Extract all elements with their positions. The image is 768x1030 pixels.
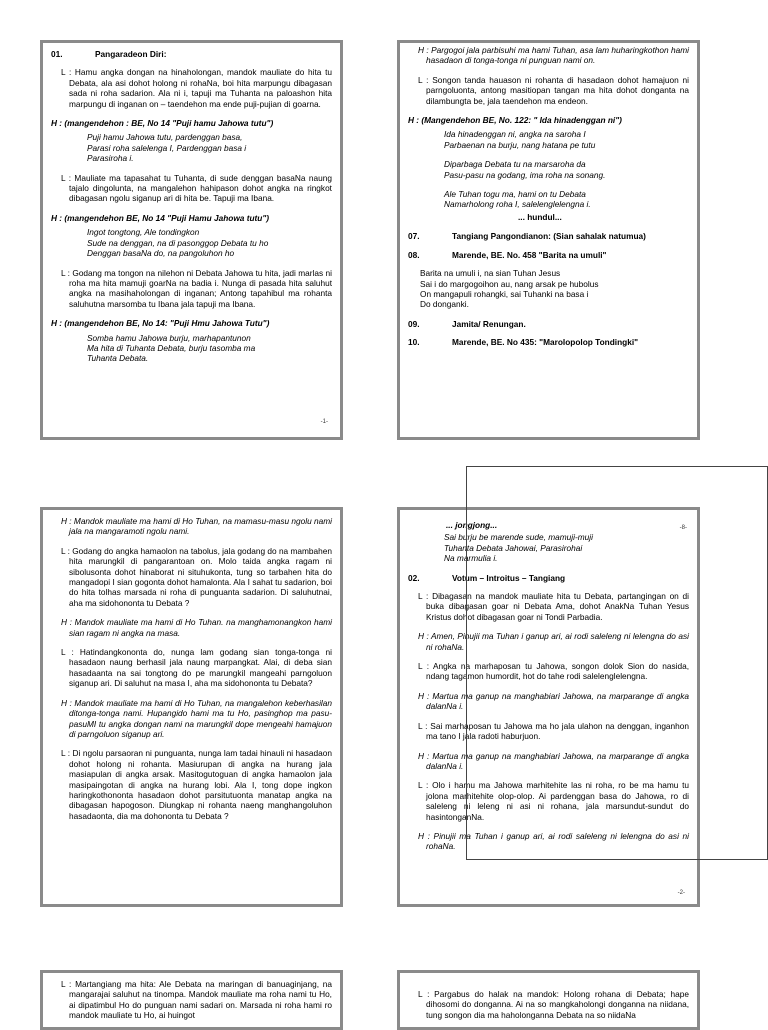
item-number: 02. bbox=[408, 572, 420, 583]
item-title: Marende, BE. No. 458 "Barita na umuli" bbox=[452, 249, 607, 260]
hymn-verse bbox=[408, 159, 689, 180]
hymn-verse bbox=[51, 227, 332, 258]
leader-paragraph: L : Songon tanda hauason ni rohanta di hasadaon dohot hamajuon ni parngoluonta, antong masitiopan tangan ma hita dohot donganta na dilambungta be, jala taendehon ma endeon. bbox=[418, 74, 689, 106]
page-number: -2- bbox=[677, 889, 685, 896]
item-title: Marende, BE. No 435: "Marolopolop Tondingki" bbox=[452, 337, 639, 348]
item-number: 07. bbox=[408, 231, 420, 242]
congregation-paragraph: H : Mandok mauliate ma hami di Ho Tuhan, na mangalehon keberhasilan ditonga-tonga nami. Hupangido hami ma tu Ho, pasinghop ma pasu-pasuMI tu angka dongan nami na marungkil dope mengeahi hamajuon di parngoluon siganup ari. bbox=[61, 697, 332, 739]
page-number: -8- bbox=[679, 525, 687, 531]
section-number: 01. bbox=[51, 49, 63, 59]
overlay-page-outline bbox=[466, 466, 768, 860]
hymn-verse bbox=[51, 132, 332, 163]
verse-line: Do donganki. bbox=[420, 299, 469, 310]
verse-line: Ingot tongtong, Ale tondingkon bbox=[87, 227, 200, 238]
verse-line: Na marmulia i. bbox=[444, 553, 498, 564]
leader-paragraph: L : Hatindangkononta do, nunga lam godang sian tonga-tonga ni hasadaon naung berhasil jala naung marpangkat. Alai, di deba sian hasadaanta na sai tongtong do pe marungkil mangeahi parngoluon siganup ari. Di saluhut na masa I, aha ma sidohononta tu Debata? bbox=[61, 647, 332, 689]
congregation-paragraph: H : Pinujii ma Tuhan i ganup ari, ai rodi saleleng ni lelengna do asi ni rohaNa. bbox=[418, 830, 689, 852]
congregation-paragraph: H : Martua ma ganup na manghabiari Jahowa, na marparange di angka dalanNa i. bbox=[418, 690, 689, 712]
verse-line: Sai i do margogoihon au, nang arsak pe hubolus bbox=[420, 278, 599, 289]
leader-paragraph: L : Hamu angka dongan na hinaholongan, mandok mauliate do hita tu Debata, ala asi dohot holong ni rohaNa, boi hita marpungu dibagasan sada ni roha sadarion. Ala ni i, tapuji ma Tuhanta na paloashon hita marpungu di inganan on – taendehon ma ende puji-pujian di goarna. bbox=[61, 67, 332, 109]
hymn-verse bbox=[408, 189, 689, 210]
section-heading bbox=[51, 49, 332, 59]
verse-line: Barita na umuli i, na sian Tuhan Jesus bbox=[420, 268, 561, 279]
verse-line: Sude na denggan, na di pasonggop Debata tu ho bbox=[87, 237, 269, 248]
liturgy-item bbox=[408, 337, 689, 347]
liturgy-item bbox=[408, 250, 689, 260]
page-panel-5 bbox=[40, 970, 343, 1030]
item-title: Tangiang Pangondianon: (Sian sahalak natumua) bbox=[452, 231, 646, 242]
item-title: Jamita/ Renungan. bbox=[452, 318, 526, 329]
verse-line: Denggan basaNa do, na pangoluhon ho bbox=[87, 248, 235, 259]
liturgy-item bbox=[408, 319, 689, 329]
item-number: 10. bbox=[408, 337, 420, 348]
page-panel-6 bbox=[397, 970, 700, 1030]
verse-line: Parbaenan na burju, nang hatana pe tutu bbox=[444, 139, 596, 150]
item-number: 09. bbox=[408, 318, 420, 329]
rubric-hundul: ... hundul... bbox=[518, 211, 562, 222]
leader-paragraph: L : Godang do angka hamaolon na tabolus, jala godang do na mambahen hita marungkil di pangarantoan on. Molo taida angka ragam ni sibolusonta dohot hinaborat ni situhukonta, tung so tarbahen hita do mangadopi I sian gogonta dohot hamalonta. Ala I sahat tu sadarion, boi do hita tolhas marsada ni roha di punguanta sadarion. Di saluhutnai, aha ma sidohononta tu Debata ? bbox=[61, 545, 332, 608]
leader-paragraph: L : Sai marhaposan tu Jahowa ma ho jala ulahon na denggan, inganhon ma tano I jala radoti haburjuon. bbox=[418, 720, 689, 742]
hymn-verse bbox=[51, 333, 332, 364]
verse-line: Sai burju be marende sude, mamuji-muji bbox=[444, 532, 593, 543]
verse-line: Tuhanta Debata Jahowai, Parasirohai bbox=[444, 542, 583, 553]
page-panel-2 bbox=[397, 40, 700, 440]
congregation-paragraph: H : Pargogoi jala parbisuhi ma hami Tuhan, asa lam huharingkothon hami hasadaon di tonga-tonga ni punguan nami on. bbox=[418, 45, 689, 66]
liturgy-item bbox=[408, 231, 689, 241]
item-number: 08. bbox=[408, 249, 420, 260]
hymn-verse bbox=[408, 129, 689, 150]
verse-line: Pasu-pasu na godang, ima roha na sonang. bbox=[444, 169, 606, 180]
leader-paragraph: L : Olo i hamu ma Jahowa marhitehite las ni roha, ro be ma hamu tu jolona marhitehite olop-olop. Ai pardenggan basa do Jahowa, ro di saleleng ni leleng ni asi ni rohana, jala marsundut-sundut do hasintonganNa. bbox=[418, 780, 689, 822]
verse-line: Ida hinadenggan ni, angka na saroha I bbox=[444, 129, 586, 140]
verse-line: Parasi roha salelenga I, Pardenggan basa i bbox=[87, 142, 247, 153]
leader-paragraph: L : Martangiang ma hita: Ale Debata na maringan di banuaginjang, na mangarajai saluhut na tinompa. Mandok mauliate ma roha nami tu Ho, ai dipatimbul Ho do punguan nami sadari on. Marsada ni roha hami ro mandok mauliate tu Ho, ai huingot bbox=[61, 979, 332, 1021]
verse-line: Puji hamu Jahowa tutu, pardenggan basa, bbox=[87, 132, 243, 143]
congregation-paragraph: H : Martua ma ganup na manghabiari Jahowa, na marparange di angka dalanNa i. bbox=[418, 750, 689, 771]
page-number: -1- bbox=[320, 418, 328, 425]
congregation-paragraph: H : Mandok mauliate ma hami di Ho Tuhan. na manghamonangkon hami sian ragam ni angka na masa. bbox=[61, 617, 332, 638]
hymn-heading: H : (mangendehon : BE, No 14 "Puji hamu Jahowa tutu") bbox=[51, 118, 274, 129]
leader-paragraph: L : Dibagasan na mandok mauliate hita tu Debata, partangingan on di buka dibagasan goar ni Debata Ama, dohot AnakNa Tuhan Yesus Kristus dohot dibagasan goar ni Tondi Parbadia. bbox=[418, 591, 689, 622]
leader-paragraph: L : Mauliate ma tapasahat tu Tuhanta, di sude denggan basaNa naung tajalo dingolunta, na mangalehon hahipason dohot angka na ringkot dibagasan ngolu siganup ari di hita be. Tapuji ma Ibana. bbox=[61, 172, 332, 204]
congregation-paragraph: H : Amen, Pinujii ma Tuhan i ganup ari, ai rodi saleleng ni lelengna do asi ni rohaNa. bbox=[418, 631, 689, 652]
rubric-jongjong: ... jongjong... bbox=[446, 520, 498, 530]
hymn-verse bbox=[408, 268, 689, 310]
leader-paragraph: L : Godang ma tongon na nilehon ni Debata Jahowa tu hita, jadi marlas ni roha ma hita mamuji goarNa na badia i. Nunga di pasada hita saluhut angka na masihaholongan di inganan; Antong tapahibul ma rohanta saluhutna marsomba tu Ibana jala tapuji ma Ibana. bbox=[61, 267, 332, 309]
verse-line: Tuhanta Debata. bbox=[87, 353, 149, 364]
hymn-heading: H : (Mangendehon BE, No. 122: " Ida hinadenggan ni") bbox=[408, 115, 622, 126]
verse-line: Somba hamu Jahowa burju, marhapantunon bbox=[87, 332, 251, 343]
leader-paragraph: L : Pargabus do halak na mandok: Holong rohana di Debata; hape dihosomi do donganna. Ai na so mangkaholongi donganna na niidana, tung songon dia ma haholonganna Debata na so niidaNa bbox=[418, 989, 689, 1020]
page-panel-3 bbox=[40, 507, 343, 907]
verse-line: Diparbaga Debata tu na marsaroha da bbox=[444, 159, 586, 170]
verse-line: Parasiroha i. bbox=[87, 153, 134, 164]
leader-paragraph: L : Angka na marhaposan tu Jahowa, songon dolok Sion do nasida, ndang tagamon humordit, hot do tahe rodi salelenglelengna. bbox=[418, 661, 689, 682]
congregation-paragraph: H : Mandok mauliate ma hami di Ho Tuhan, na mamasu-masu ngolu nami jala na mangaramoti ngolu nami. bbox=[61, 516, 333, 537]
item-title: Votum – Introitus – Tangiang bbox=[452, 572, 566, 583]
section-title: Pangaradeon Diri: bbox=[95, 49, 167, 59]
verse-line: Namarholong roha I, salelenglelengna i. bbox=[444, 199, 591, 210]
hymn-heading: H : (mangendehon BE, No 14 "Puji Hamu Jahowa tutu") bbox=[51, 212, 270, 223]
page-panel-1 bbox=[40, 40, 343, 440]
verse-line: Ma hita di Tuhanta Debata, burju tasomba ma bbox=[87, 342, 256, 353]
leader-paragraph: L : Di ngolu parsaoran ni punguanta, nunga lam tadai hinauli ni hasadaon dohot holong ni rohanta. Masiurupan di angka na hurang jala masiapulan di angka arsak. Masitogutoguan di angka hamaolon jala masipaingotan di angka na hurang lobi. Ala I, tong dope ingkon haringkothononta hasadaon dohot parsitutuonta manatap angka na dibagasan hapogoson. Diungkap ni rohanta naeng manghangoluhon hasadaonta, dia ma dohononta tu Debata ? bbox=[61, 748, 332, 821]
verse-line: Ale Tuhan togu ma, hami on tu Debata bbox=[444, 189, 586, 200]
hymn-heading: H : (mangendehon BE, No 14: "Puji Hmu Jahowa Tutu") bbox=[51, 318, 270, 329]
verse-line: On mangapuli rohangki, sai Tuhanki na basa i bbox=[420, 288, 589, 299]
